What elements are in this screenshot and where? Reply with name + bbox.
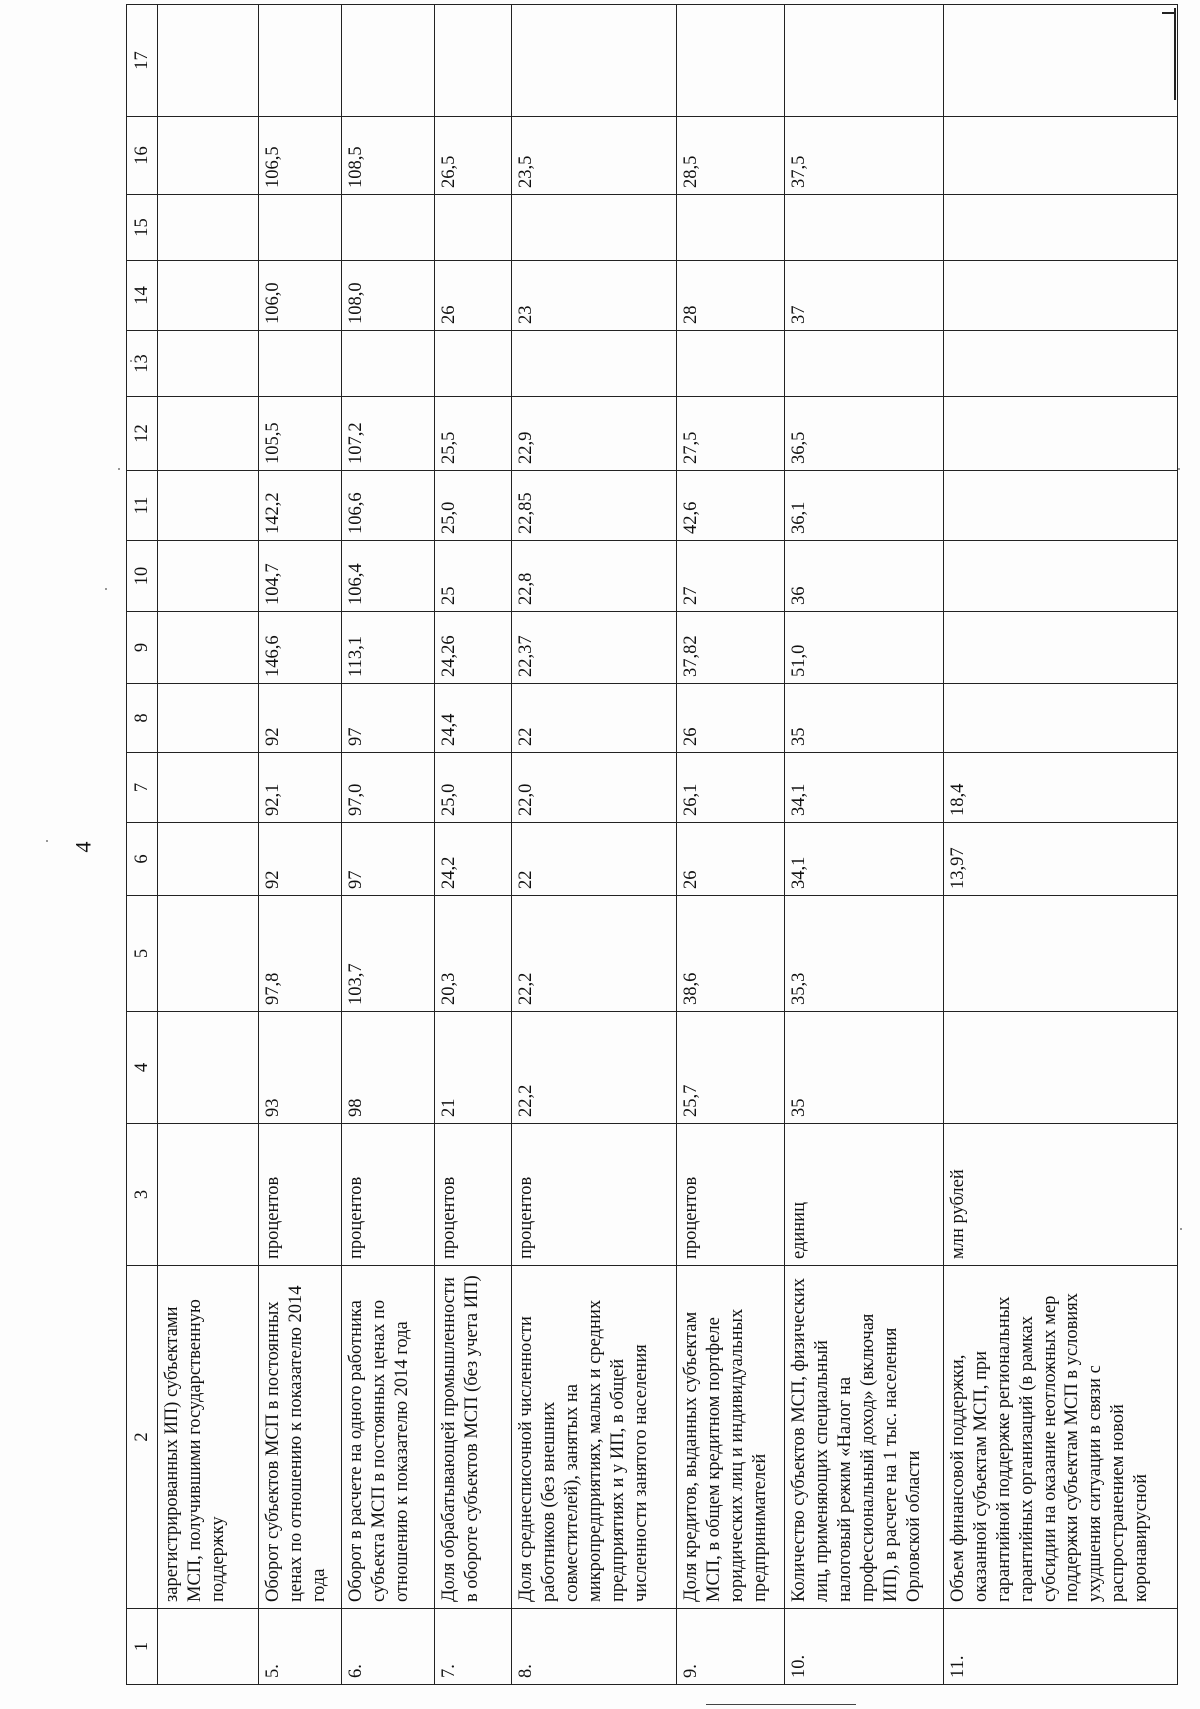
unit-cell: процентов: [676, 1124, 784, 1266]
column-number: 3: [127, 1124, 158, 1266]
value-cell: [258, 5, 341, 117]
value-cell: 28: [676, 261, 784, 331]
rotated-table-wrapper: [126, 25, 1178, 1685]
value-cell: [158, 541, 259, 612]
unit-cell: процентов: [512, 1124, 677, 1266]
value-cell: 97,8: [258, 896, 341, 1012]
value-cell: [785, 331, 944, 397]
value-cell: 103,7: [342, 896, 435, 1012]
value-cell: 28,5: [676, 117, 784, 195]
value-cell: 97: [342, 823, 435, 896]
value-cell: 25,0: [435, 753, 512, 823]
row-number-cell: 9.: [676, 1609, 784, 1685]
column-number: 7: [127, 753, 158, 823]
value-cell: 26: [435, 261, 512, 331]
value-cell: 26: [676, 684, 784, 753]
scan-speck: [118, 468, 120, 470]
value-cell: 22: [512, 823, 677, 896]
indicator-name-cell: Количество субъектов МСП, физических лиц, применяющих специальный налоговый режим «Налог на профессиональный доход» (включая ИП), в расчете на 1 тыс. населения Орловской области: [785, 1266, 944, 1609]
value-cell: [943, 541, 1177, 612]
value-cell: 37,82: [676, 612, 784, 684]
column-number-row: [127, 5, 158, 1685]
table-row: [158, 5, 259, 1685]
value-cell: [158, 471, 259, 541]
column-number: 17: [127, 5, 158, 117]
table-body: [158, 5, 1178, 1685]
value-cell: 97: [342, 684, 435, 753]
value-cell: [158, 5, 259, 117]
value-cell: 106,4: [342, 541, 435, 612]
value-cell: [943, 117, 1177, 195]
unit-cell: процентов: [342, 1124, 435, 1266]
column-number: 12: [127, 397, 158, 471]
value-cell: 23: [512, 261, 677, 331]
value-cell: [158, 823, 259, 896]
column-number: 1: [127, 1609, 158, 1685]
value-cell: 24,26: [435, 612, 512, 684]
value-cell: [676, 195, 784, 261]
table-row: [676, 5, 784, 1685]
row-number-cell: 7.: [435, 1609, 512, 1685]
value-cell: 104,7: [258, 541, 341, 612]
page-number: 4: [70, 841, 96, 853]
value-cell: [512, 5, 677, 117]
row-number-cell: 8.: [512, 1609, 677, 1685]
column-number: 10: [127, 541, 158, 612]
column-number: 9: [127, 612, 158, 684]
indicator-name-cell: Оборот субъектов МСП в постоянных ценах по отношению к показателю 2014 года: [258, 1266, 341, 1609]
value-cell: [158, 612, 259, 684]
value-cell: [258, 195, 341, 261]
value-cell: 22,85: [512, 471, 677, 541]
value-cell: [676, 331, 784, 397]
value-cell: [785, 5, 944, 117]
value-cell: [785, 195, 944, 261]
table-row: [943, 5, 1177, 1685]
column-number: 13: [127, 331, 158, 397]
value-cell: [158, 753, 259, 823]
indicator-name-cell: зарегистрированных ИП) субъектами МСП, получившими государственную поддержку: [158, 1266, 259, 1609]
value-cell: 27: [676, 541, 784, 612]
value-cell: 27,5: [676, 397, 784, 471]
value-cell: 25,5: [435, 397, 512, 471]
value-cell: 24,4: [435, 684, 512, 753]
value-cell: 35: [785, 1012, 944, 1124]
value-cell: [943, 397, 1177, 471]
value-cell: 107,2: [342, 397, 435, 471]
row-number-cell: 5.: [258, 1609, 341, 1685]
binding-mark: [706, 1704, 856, 1705]
row-number-cell: 11.: [943, 1609, 1177, 1685]
value-cell: 25,7: [676, 1012, 784, 1124]
unit-cell: млн рублей: [943, 1124, 1177, 1266]
indicator-name-cell: Доля среднесписочной численности работников (без внешних совместителей), занятых на микропредприятиях, малых и средних предприятиях и у ИП, в общей численности занятого населения: [512, 1266, 677, 1609]
value-cell: [158, 684, 259, 753]
value-cell: 35,3: [785, 896, 944, 1012]
value-cell: [943, 195, 1177, 261]
value-cell: 92,1: [258, 753, 341, 823]
value-cell: 97,0: [342, 753, 435, 823]
value-cell: [943, 331, 1177, 397]
value-cell: 18,4: [943, 753, 1177, 823]
value-cell: 98: [342, 1012, 435, 1124]
value-cell: 26,1: [676, 753, 784, 823]
value-cell: [158, 896, 259, 1012]
indicator-name-cell: Доля кредитов, выданных субъектам МСП, в общем кредитном портфеле юридических лиц и индивидуальных предпринимателей: [676, 1266, 784, 1609]
value-cell: 92: [258, 684, 341, 753]
value-cell: 23,5: [512, 117, 677, 195]
value-cell: 24,2: [435, 823, 512, 896]
column-number: 11: [127, 471, 158, 541]
value-cell: [435, 195, 512, 261]
column-number: 5: [127, 896, 158, 1012]
column-number: 14: [127, 261, 158, 331]
value-cell: [435, 331, 512, 397]
value-cell: 26: [676, 823, 784, 896]
row-number-cell: [158, 1609, 259, 1685]
value-cell: [676, 5, 784, 117]
value-cell: 37,5: [785, 117, 944, 195]
value-cell: 36,5: [785, 397, 944, 471]
unit-cell: единиц: [785, 1124, 944, 1266]
column-number: 8: [127, 684, 158, 753]
value-cell: [512, 331, 677, 397]
value-cell: 22,2: [512, 1012, 677, 1124]
value-cell: [943, 5, 1177, 117]
scan-speck: [46, 840, 48, 842]
value-cell: [943, 1012, 1177, 1124]
value-cell: 26,5: [435, 117, 512, 195]
value-cell: 37: [785, 261, 944, 331]
value-cell: 22: [512, 684, 677, 753]
value-cell: 34,1: [785, 753, 944, 823]
value-cell: 34,1: [785, 823, 944, 896]
value-cell: 25: [435, 541, 512, 612]
column-number: 15: [127, 195, 158, 261]
value-cell: 22,2: [512, 896, 677, 1012]
value-cell: [943, 471, 1177, 541]
unit-cell: [158, 1124, 259, 1266]
value-cell: 38,6: [676, 896, 784, 1012]
value-cell: [943, 896, 1177, 1012]
value-cell: 36,1: [785, 471, 944, 541]
value-cell: 21: [435, 1012, 512, 1124]
indicators-table: [126, 4, 1178, 1685]
value-cell: 106,6: [342, 471, 435, 541]
value-cell: [512, 195, 677, 261]
value-cell: [435, 5, 512, 117]
value-cell: 108,5: [342, 117, 435, 195]
indicator-name-cell: Доля обрабатывающей промышленности в обороте субъектов МСП (без учета ИП): [435, 1266, 512, 1609]
column-number: 4: [127, 1012, 158, 1124]
value-cell: [258, 331, 341, 397]
table-row: [512, 5, 677, 1685]
value-cell: 108,0: [342, 261, 435, 331]
value-cell: 20,3: [435, 896, 512, 1012]
value-cell: 22,37: [512, 612, 677, 684]
scan-speck: [105, 588, 107, 590]
column-number: 2: [127, 1266, 158, 1609]
value-cell: 25,0: [435, 471, 512, 541]
value-cell: 113,1: [342, 612, 435, 684]
value-cell: 51,0: [785, 612, 944, 684]
value-cell: 36: [785, 541, 944, 612]
value-cell: 35: [785, 684, 944, 753]
table-row: [342, 5, 435, 1685]
row-number-cell: 10.: [785, 1609, 944, 1685]
unit-cell: процентов: [258, 1124, 341, 1266]
value-cell: 92: [258, 823, 341, 896]
value-cell: [342, 331, 435, 397]
indicator-name-cell: Оборот в расчете на одного работника субъекта МСП в постоянных ценах по отношению к показателю 2014 года: [342, 1266, 435, 1609]
column-number: 6: [127, 823, 158, 896]
value-cell: [158, 261, 259, 331]
table-row: [258, 5, 341, 1685]
value-cell: [158, 195, 259, 261]
table-row: [785, 5, 944, 1685]
table-row: [435, 5, 512, 1685]
value-cell: [342, 5, 435, 117]
scan-speck: [1178, 468, 1180, 470]
value-cell: [943, 612, 1177, 684]
value-cell: [158, 1012, 259, 1124]
value-cell: [158, 117, 259, 195]
value-cell: 42,6: [676, 471, 784, 541]
value-cell: 13,97: [943, 823, 1177, 896]
indicator-name-cell: Объем финансовой поддержки, оказанной субъектам МСП, при гарантийной поддержке региональных гарантийных организаций (в рамках субсидии на оказание неотложных мер поддержки субъектам МСП в условиях ухудшения ситуации в связи с распространением новой коронавирусной: [943, 1266, 1177, 1609]
value-cell: [943, 684, 1177, 753]
unit-cell: процентов: [435, 1124, 512, 1266]
value-cell: 142,2: [258, 471, 341, 541]
value-cell: [342, 195, 435, 261]
value-cell: [943, 261, 1177, 331]
value-cell: 146,6: [258, 612, 341, 684]
row-number-cell: 6.: [342, 1609, 435, 1685]
value-cell: 106,5: [258, 117, 341, 195]
scan-speck: [1180, 1228, 1182, 1230]
column-number: 16: [127, 117, 158, 195]
value-cell: [158, 397, 259, 471]
value-cell: 22,8: [512, 541, 677, 612]
value-cell: 22,0: [512, 753, 677, 823]
value-cell: [158, 331, 259, 397]
value-cell: 93: [258, 1012, 341, 1124]
value-cell: 105,5: [258, 397, 341, 471]
value-cell: 106,0: [258, 261, 341, 331]
value-cell: 22,9: [512, 397, 677, 471]
